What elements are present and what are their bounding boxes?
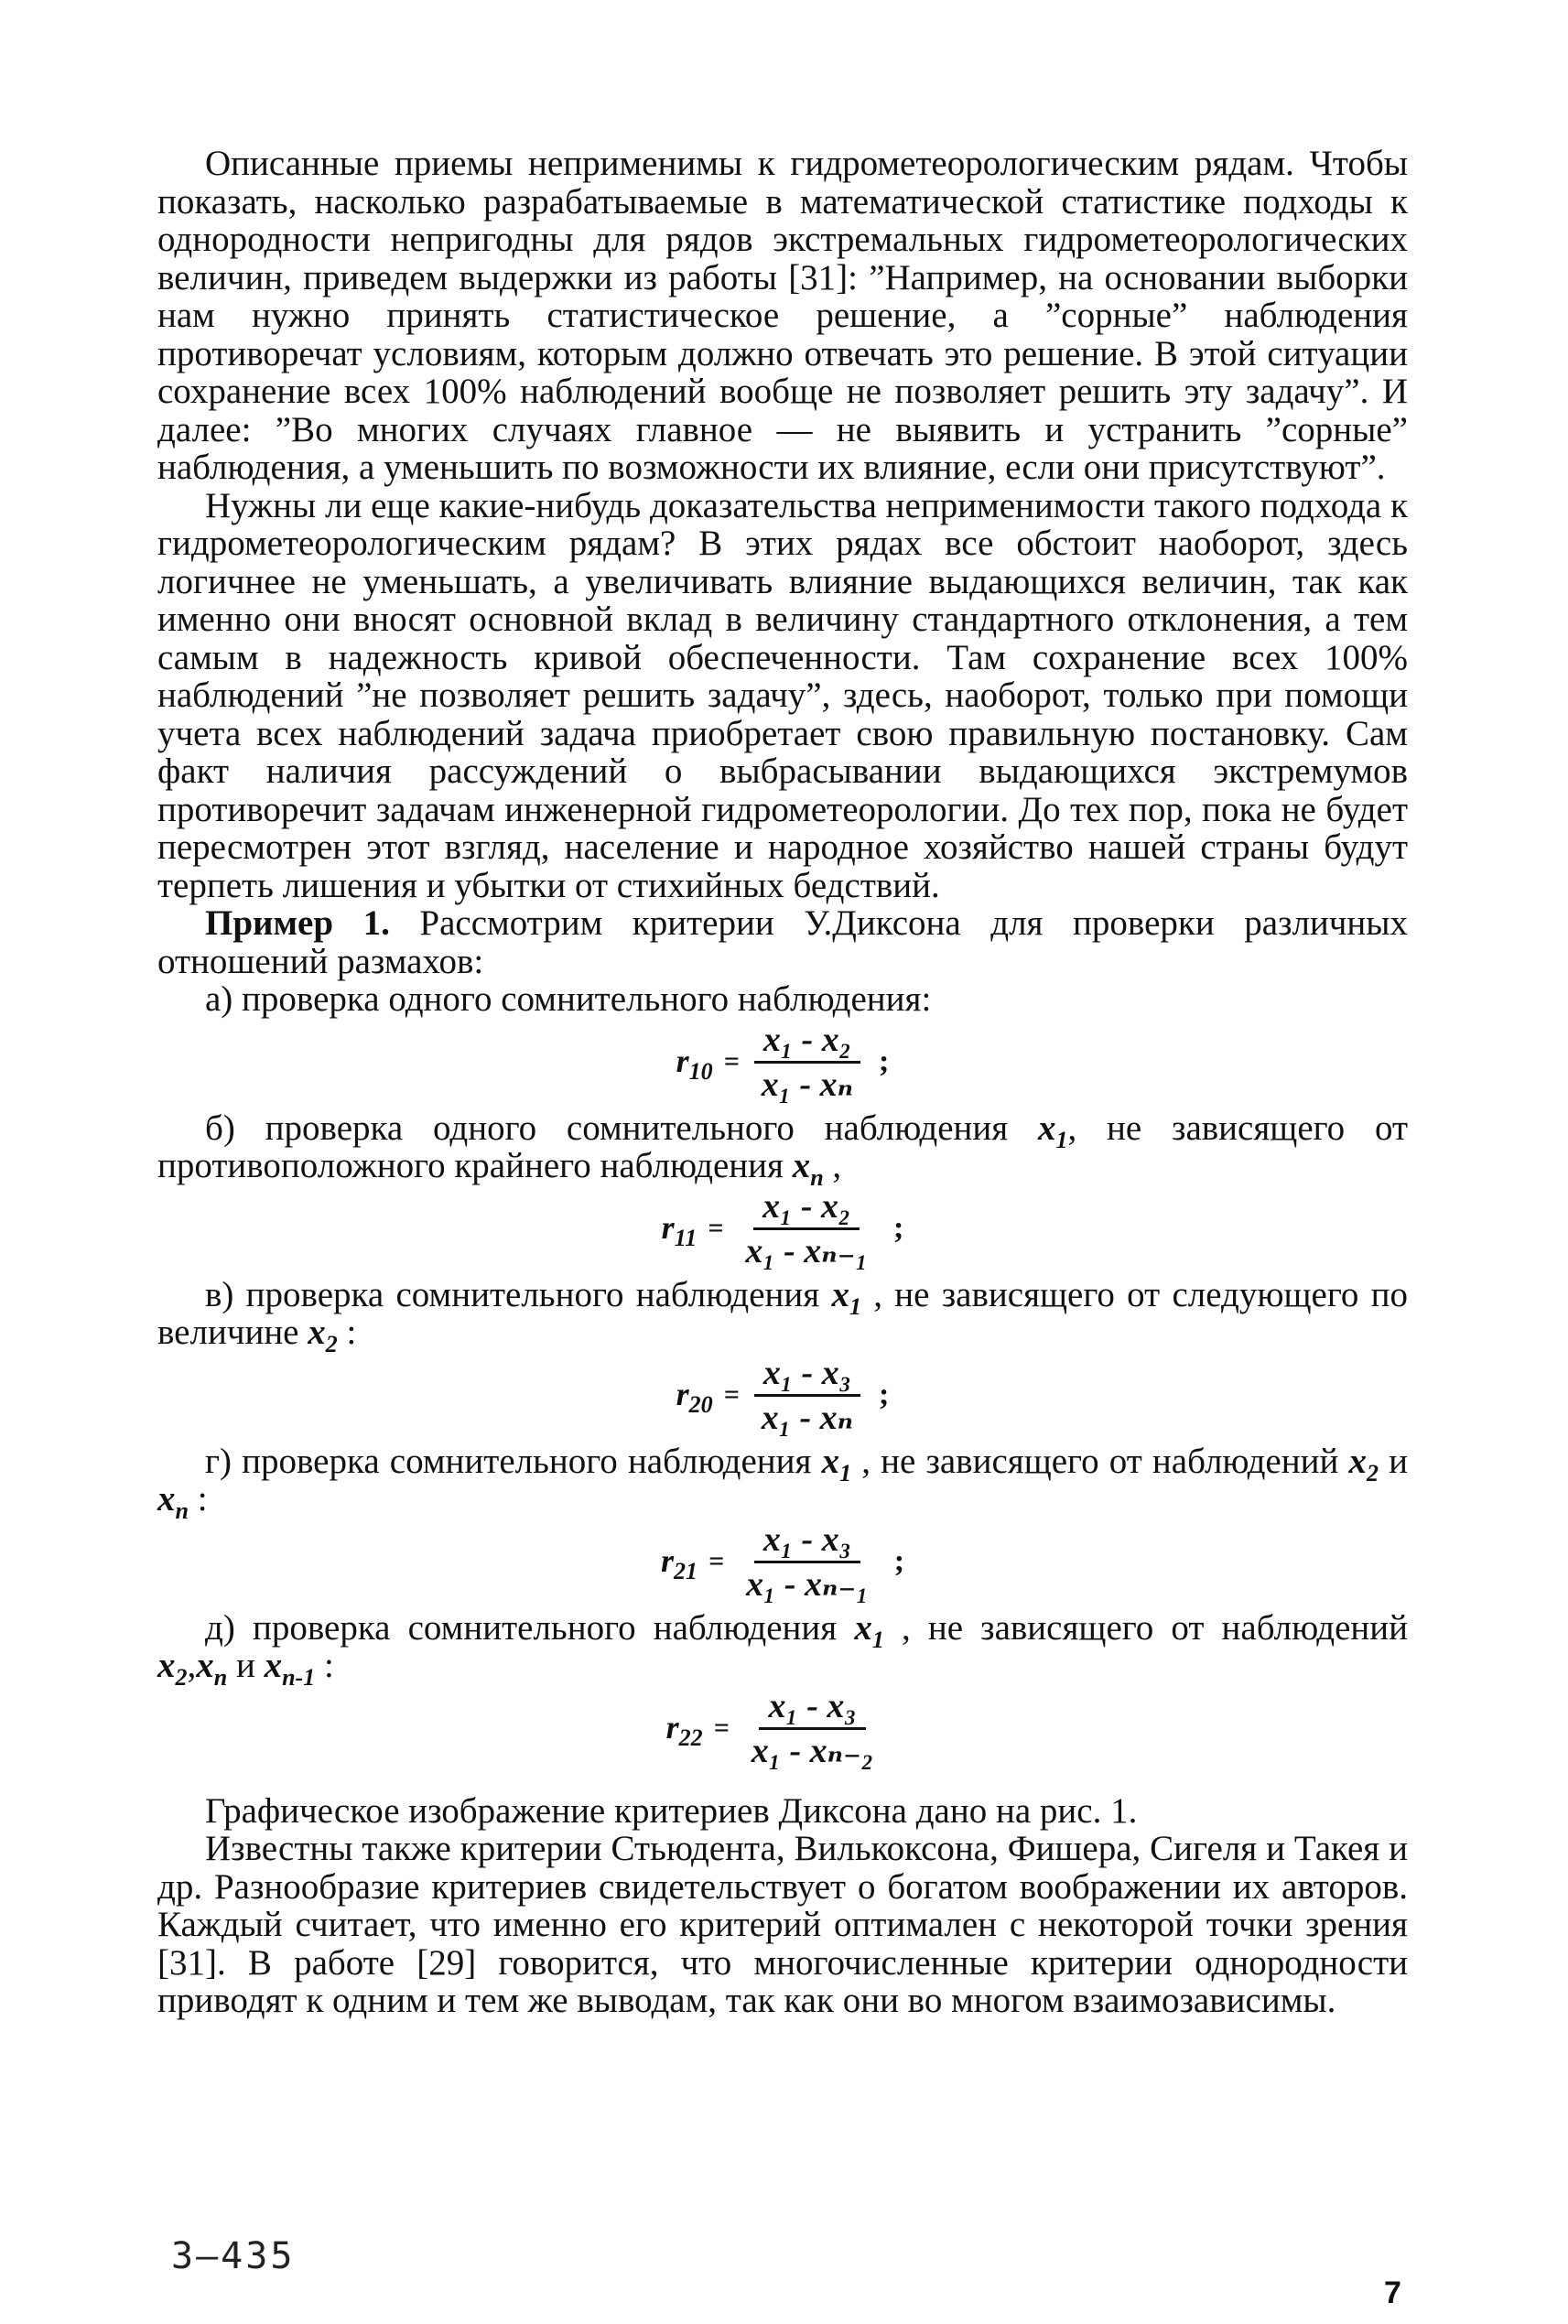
numerator: x₁ - x₃ — [759, 1687, 865, 1730]
formula-r10 — [157, 1021, 1408, 1104]
numerator: x₁ - x₃ — [754, 1354, 860, 1397]
equals-sign: = — [708, 1546, 725, 1577]
equals-sign: = — [723, 1046, 740, 1077]
numerator: x₁ - x₂ — [753, 1187, 860, 1230]
paragraph-4: Известны также критерии Стьюдента, Вилькоксона, Фишера, Сигеля и Такея и др. Разнообразие критериев свидетельствует о богатом воображении их авторов. Каждый считает, что именно его критерий оптимален с некоторой точки зрения [31]. В работе [29] говорится, что многочисленные критерии однородности приводят к одним и тем же выводам, так как они во многом взаимозависимы. — [157, 1829, 1408, 2020]
print-code: 3–435 — [171, 2235, 296, 2277]
paragraph-2: Нужны ли еще какие-нибудь доказательства неприменимости такого подхода к гидрометеорологическим рядам? В этих рядах все обстоит наоборот, здесь логичнее не уменьшать, а увеличивать влияние выдающихся величин, так как именно они вносят основной вклад в величину стандартного отклонения, а тем самым в надежность кривой обеспеченности. Там сохранение всех 100% наблюдений ”не позволяет решить задачу”, здесь, наоборот, только при помощи учета всех наблюдений задача приобретает свою правильную постановку. Сам факт наличия рассуждений о выбрасывании выдающихся экстремумов противоречит задачам инженерной гидрометеорологии. До тех пор, пока не будет пересмотрен этот взгляд, население и народное хозяйство нашей страны будут терпеть лишения и убытки от стихийных бедствий. — [157, 485, 1408, 905]
formula-punctuation: ; — [893, 1211, 904, 1246]
numerator: x₁ - x₂ — [754, 1021, 860, 1064]
fraction — [742, 1687, 883, 1770]
formula-lhs: $r_{11}$ — [661, 1209, 697, 1252]
formula-r11 — [157, 1187, 1408, 1270]
fraction — [752, 1021, 862, 1104]
fraction — [737, 1520, 878, 1604]
paragraph-3: Графическое изображение критериев Диксона дано на рис. 1. — [205, 1790, 1138, 1831]
equals-sign: = — [708, 1213, 724, 1244]
fraction — [736, 1187, 877, 1270]
item-d: г) проверка сомнительного наблюдения $x_1$ , не зависящего от наблюдений $x_2$ и $x_n$ : — [157, 1441, 1409, 1524]
denominator: x₁ - xₙ — [761, 1398, 854, 1437]
item-b: б) проверка одного сомнительного наблюдения $x_1$, не зависящего от противоположного крайнего наблюдения $x_n$ , — [157, 1108, 1408, 1191]
formula-r21 — [157, 1520, 1408, 1604]
formula-punctuation: ; — [879, 1044, 890, 1079]
formula-lhs: $r_{21}$ — [660, 1542, 697, 1585]
equals-sign: = — [723, 1379, 740, 1411]
formula-punctuation: ; — [879, 1378, 890, 1412]
denominator: x₁ - xₙ₋₂ — [751, 1731, 874, 1770]
paragraph-1: Описанные приемы неприменимы к гидрометеорологическим рядам. Чтобы показать, насколько разрабатываемые в математической статистике подходы к однородности непригодны для рядов экстремальных гидрометеорологических величин, приведем выдержки из работы [31]: ”Например, на основании выборки нам нужно принять статистическое решение, а ”сорные” наблюдения противоречат условиям, которым должно отвечать это решение. В этой ситуации сохранение всех 100% наблюдений вообще не позволяет решить эту задачу”. И далее: ”Во многих случаях главное — не выявить и устранить ”сорные” наблюдения, а уменьшить по возможности их влияние, если они присутствуют”. — [157, 144, 1408, 487]
example-text: Рассмотрим критерии У.Диксона для проверки различных отношений размахов: — [157, 903, 1408, 981]
formula-r22 — [157, 1687, 1408, 1770]
fraction — [752, 1354, 862, 1437]
item-c: в) проверка сомнительного наблюдения $x_1$ , не зависящего от следующего по величине $x_2$ : — [157, 1274, 1408, 1357]
numerator: x₁ - x₃ — [754, 1520, 860, 1563]
formula-lhs: $r_{10}$ — [676, 1043, 713, 1086]
equals-sign: = — [713, 1713, 730, 1744]
denominator: x₁ - xₙ₋₁ — [745, 1231, 868, 1270]
denominator: x₁ - xₙ — [761, 1065, 854, 1104]
body-text — [157, 145, 1408, 2020]
formula-punctuation: ; — [893, 1544, 905, 1579]
denominator: x₁ - xₙ₋₁ — [746, 1564, 869, 1604]
formula-lhs: $r_{20}$ — [676, 1376, 713, 1419]
formula-r20 — [157, 1354, 1408, 1437]
example-label: Пример 1. — [205, 903, 390, 943]
example-paragraph — [157, 904, 1408, 980]
item-e: д) проверка сомнительного наблюдения $x_1$ , не зависящего от наблюдений $x_2,x_n$ и $x_{n-1}$ : — [157, 1607, 1408, 1691]
page-number: 7 — [1384, 2275, 1401, 2310]
formula-lhs: $r_{22}$ — [665, 1709, 703, 1752]
item-a: а) проверка одного сомнительного наблюдения: — [205, 979, 932, 1019]
